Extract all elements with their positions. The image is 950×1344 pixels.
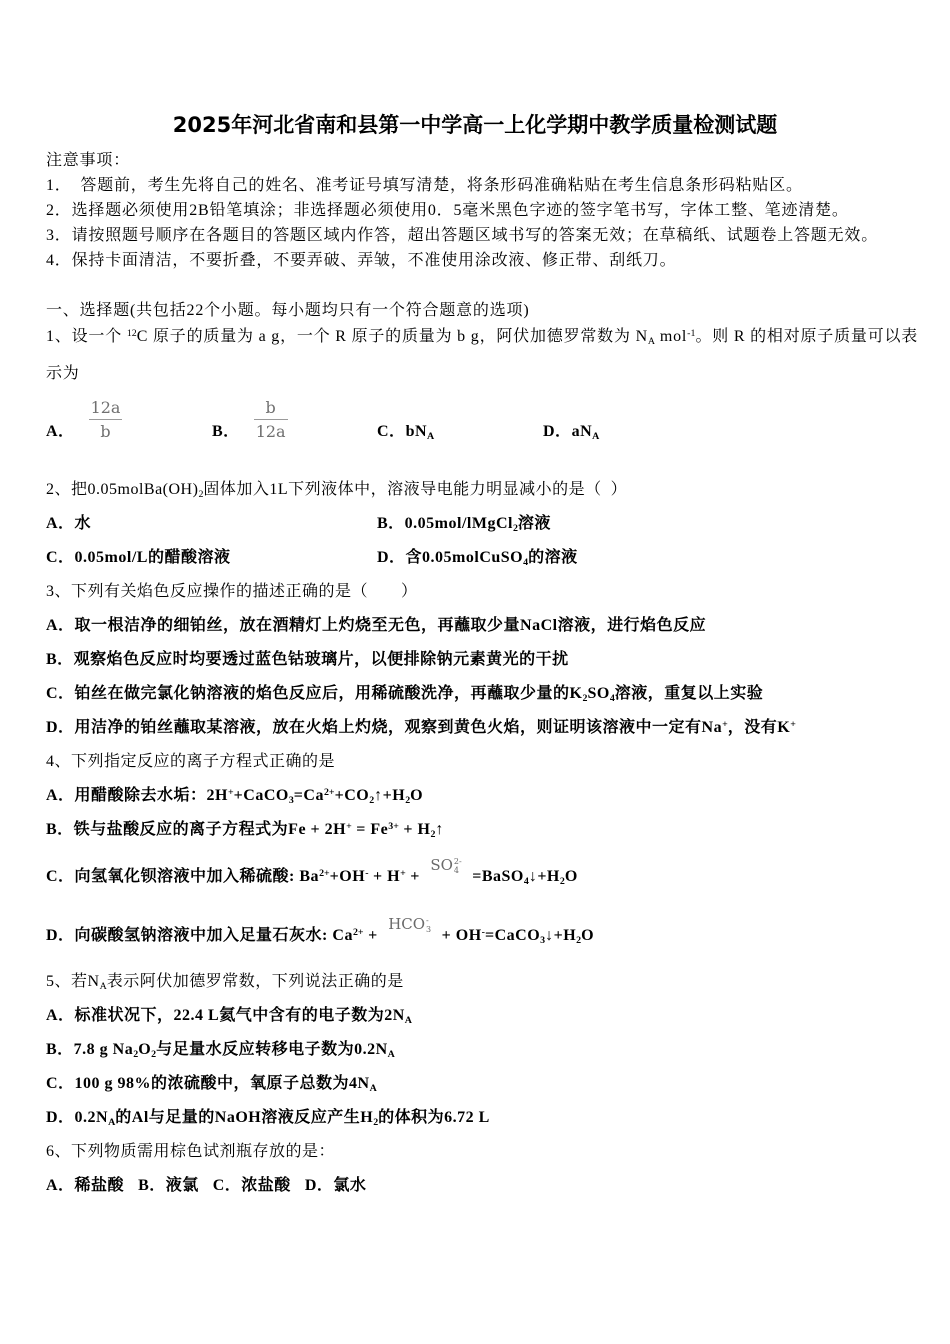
ion-formula-image	[388, 915, 431, 934]
text-run: 的体积为6.72 L	[378, 1109, 490, 1126]
text-run: D．含0.05molCuSO	[377, 549, 524, 566]
question-3-option-d	[46, 716, 796, 740]
text-run: =Ca	[293, 787, 324, 804]
question-1-option-b	[212, 392, 288, 444]
subscript: 2	[512, 522, 518, 534]
text-run: =BaSO	[467, 868, 524, 885]
option-label: A．	[46, 423, 75, 440]
text-run: +	[405, 868, 425, 885]
subscript: A	[108, 1116, 116, 1128]
question-1-stem	[46, 318, 926, 392]
subscript: 3	[288, 794, 294, 806]
superscript: -	[365, 867, 369, 879]
text-run: 。则 R 的相对原子质量可以表示为	[46, 328, 919, 382]
question-6-option-c	[213, 1174, 291, 1198]
question-5-option-c	[46, 1072, 377, 1096]
text-run: + H	[398, 821, 431, 838]
option-label: D．	[543, 423, 572, 440]
text-run: O	[410, 787, 424, 804]
text-run: 6、下列物质需用棕色试剂瓶存放的是：	[46, 1143, 336, 1160]
question-5-stem	[46, 970, 404, 994]
text-run: 的Al与足量的NaOH溶液反应产生H	[115, 1109, 374, 1126]
subscript: A	[592, 430, 600, 442]
text-run: C．0.05mol/L的醋酸溶液	[46, 549, 231, 566]
text-run: ↑+H	[374, 787, 406, 804]
question-4-stem	[46, 750, 335, 774]
superscript: -1	[687, 327, 696, 339]
text-run: C 原子的质量为 a g，一个 R 原子的质量为 b g，阿伏加德罗常数为 N	[136, 328, 648, 345]
notice-item-2: 2．选择题必须使用2B铅笔填涂；非选择题必须使用0．5毫米黑色字迹的签字笔书写，字体工整、笔迹清楚。	[46, 202, 849, 219]
text-run: B．观察焰色反应时均要透过蓝色钴玻璃片，以便排除钠元素黄光的干扰	[46, 651, 569, 668]
notice-item-4: 4．保持卡面清洁，不要折叠，不要弄破、弄皱，不准使用涂改液、修正带、刮纸刀。	[46, 252, 677, 269]
question-6-options	[46, 1174, 380, 1198]
question-1-option-c	[377, 392, 434, 444]
subscript: 4	[523, 556, 529, 568]
ion-count: 4	[453, 866, 460, 875]
text-run: = Fe	[351, 821, 389, 838]
subscript: 2	[151, 1048, 157, 1060]
option-text	[406, 420, 435, 444]
text-run: +	[363, 927, 383, 944]
ion-base: SO	[430, 856, 453, 874]
question-3-option-a	[46, 614, 706, 638]
text-run: A．稀盐酸	[46, 1177, 125, 1194]
text-run: + OH	[437, 927, 482, 944]
text-run: A．用醋酸除去水垢：2H	[46, 787, 229, 804]
question-4-option-b	[46, 818, 444, 842]
question-4-option-a	[46, 784, 423, 808]
ion-count: 3	[426, 925, 432, 934]
section-heading: 一、选择题(共包括22个小题。每小题均只有一个符合题意的选项)	[46, 302, 530, 319]
question-2-option-d	[377, 546, 578, 570]
question-1-option-a	[46, 392, 122, 444]
superscript: 2+	[323, 786, 335, 798]
text-run: aN	[571, 423, 593, 440]
fraction-image	[89, 397, 123, 444]
superscript: 3+	[388, 820, 399, 832]
text-run: B．液氯	[138, 1177, 199, 1194]
text-run: 2、把0.05molBa(OH)	[46, 481, 199, 498]
superscript: -	[481, 926, 485, 938]
question-5-option-a	[46, 1004, 412, 1028]
fraction-denominator: 12a	[255, 422, 286, 441]
text-run: C．向氢氧化钡溶液中加入稀硫酸: Ba	[46, 868, 320, 885]
subscript: A	[404, 1014, 412, 1026]
notice-item-3: 3．请按照题号顺序在各题目的答题区域内作答，超出答题区域书写的答案无效；在草稿纸、试题卷上答题无效。	[46, 227, 879, 244]
text-run: 表示阿伏加德罗常数，下列说法正确的是	[106, 973, 404, 990]
text-run: D．0.2N	[46, 1109, 109, 1126]
subscript: 2	[369, 794, 375, 806]
subscript: 2	[582, 692, 588, 704]
question-6-option-a	[46, 1174, 124, 1198]
option-label: C．	[377, 423, 406, 440]
question-1-option-d	[543, 392, 599, 444]
text-run: B．铁与盐酸反应的离子方程式为Fe + 2H	[46, 821, 347, 838]
ion-charge: -	[426, 916, 429, 925]
fraction-numerator: 12a	[89, 397, 123, 420]
text-run: O	[138, 1041, 152, 1058]
ion-charge: 2-	[453, 857, 462, 866]
fraction-numerator: b	[254, 397, 288, 420]
question-5-option-d	[46, 1106, 490, 1130]
question-4-option-d	[46, 915, 595, 948]
subscript: A	[647, 335, 656, 347]
text-run: 的溶液	[528, 549, 578, 566]
subscript: A	[427, 430, 435, 442]
text-run: 固体加入1L下列液体中，溶液导电能力明显减小的是（ ）	[203, 481, 628, 498]
option-text	[572, 420, 600, 444]
subscript: 2	[133, 1048, 139, 1060]
subscript: 4	[609, 692, 615, 704]
text-run: ↓+H	[545, 927, 577, 944]
superscript: 2+	[319, 867, 330, 879]
text-run: +CO	[334, 787, 370, 804]
subscript: 2	[576, 934, 582, 946]
subscript: 2	[559, 875, 565, 887]
superscript: +	[346, 820, 352, 832]
subscript: 3	[540, 934, 546, 946]
text-run: 溶液	[517, 515, 551, 532]
question-3-option-b	[46, 648, 569, 672]
ion-charge-stack	[426, 916, 431, 934]
ion-base: HCO	[388, 915, 426, 933]
ion-charge-stack	[454, 857, 462, 875]
question-6-option-d	[305, 1174, 367, 1198]
text-run: 5、若N	[46, 973, 100, 990]
page-title: 2025年河北省南和县第一中学高一上化学期中教学质量检测试题	[172, 113, 778, 137]
text-run: 1、设一个	[46, 328, 127, 345]
text-run: 溶液，重复以上实验	[614, 685, 764, 702]
text-run: =CaCO	[484, 927, 541, 944]
notice-item-1: 1． 答题前，考生先将自己的姓名、准考证号填写清楚，将条形码准确粘贴在考生信息条形码粘贴区。	[46, 177, 803, 194]
text-run: B．7.8 g Na	[46, 1041, 134, 1058]
notice-heading: 注意事项：	[46, 152, 131, 169]
question-2-option-b	[377, 512, 551, 536]
text-run: C．100 g 98%的浓硫酸中，氧原子总数为4N	[46, 1075, 370, 1092]
text-run: D．用洁净的铂丝蘸取某溶液，放在火焰上灼烧，观察到黄色火焰，则证明该溶液中一定有Na	[46, 719, 723, 736]
text-run: ，没有K	[727, 719, 791, 736]
question-4-option-c	[46, 856, 578, 889]
text-run: 与足量水反应转移电子数为0.2N	[156, 1041, 388, 1058]
option-label: B．	[212, 423, 240, 440]
question-3-stem	[46, 580, 418, 604]
text-run: +CaCO	[233, 787, 289, 804]
fraction-image	[254, 397, 288, 444]
text-run: B．0.05mol/lMgCl	[377, 515, 513, 532]
superscript: +	[228, 786, 234, 798]
text-run: bN	[405, 423, 428, 440]
ion-formula-image	[430, 856, 461, 875]
text-run: ↑	[435, 821, 444, 838]
superscript: 12	[126, 327, 137, 339]
question-2-stem	[46, 478, 627, 502]
text-run: mol	[655, 328, 688, 345]
subscript: 4	[523, 875, 529, 887]
question-5-option-b	[46, 1038, 395, 1062]
subscript: A	[369, 1082, 377, 1094]
text-run: O	[564, 868, 578, 885]
superscript: +	[790, 718, 796, 730]
fraction-denominator: b	[100, 422, 111, 441]
text-run: +OH	[329, 868, 366, 885]
text-run: ↓+H	[528, 868, 560, 885]
text-run: D．向碳酸氢钠溶液中加入足量石灰水: Ca	[46, 927, 353, 944]
superscript: +	[722, 718, 728, 730]
question-6-option-b	[138, 1174, 199, 1198]
subscript: 2	[430, 828, 436, 840]
subscript: A	[387, 1048, 395, 1060]
superscript: 2+	[352, 926, 364, 938]
subscript: 2	[198, 488, 204, 500]
superscript: +	[400, 867, 406, 879]
subscript: 2	[405, 794, 411, 806]
text-run: A．取一根洁净的细铂丝，放在酒精灯上灼烧至无色，再蘸取少量NaCl溶液，进行焰色反应	[46, 617, 707, 634]
text-run: A．标准状况下，22.4 L氦气中含有的电子数为2N	[46, 1007, 405, 1024]
text-run: 3、下列有关焰色反应操作的描述正确的是（ ）	[46, 583, 418, 600]
text-run: C．浓盐酸	[212, 1177, 291, 1194]
text-run: C．铂丝在做完氯化钠溶液的焰色反应后，用稀硫酸洗净，再蘸取少量的K	[46, 685, 583, 702]
subscript: 2	[373, 1116, 379, 1128]
text-run: O	[581, 927, 595, 944]
question-2-option-c	[46, 546, 230, 570]
text-run: 4、下列指定反应的离子方程式正确的是	[46, 753, 336, 770]
text-run: A．水	[46, 515, 92, 532]
text-run: + H	[368, 868, 401, 885]
subscript: A	[99, 980, 107, 992]
question-3-option-c	[46, 682, 763, 706]
text-run: SO	[587, 685, 610, 702]
question-2-option-a	[46, 512, 91, 536]
text-run: D．氯水	[304, 1177, 367, 1194]
question-6-stem	[46, 1140, 335, 1164]
